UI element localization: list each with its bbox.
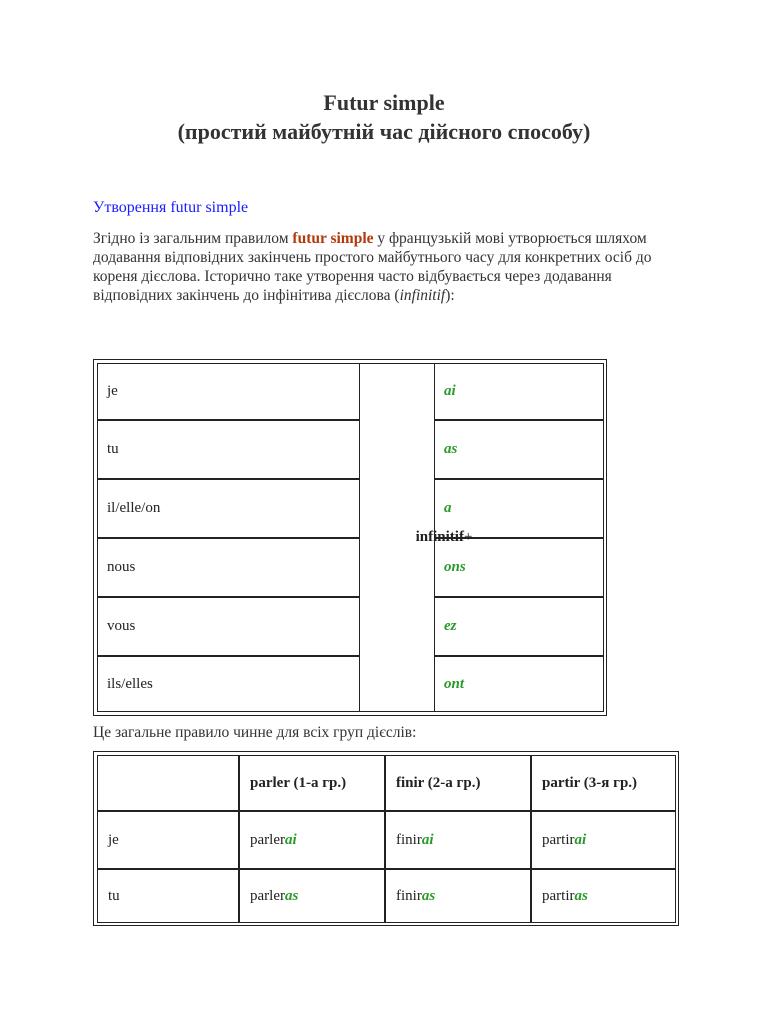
- header-cell: parler (1-а гр.): [239, 755, 385, 811]
- verb-stem: finir: [396, 887, 422, 904]
- section-heading: Утворення futur simple: [93, 199, 249, 216]
- verb-stem: parler: [250, 831, 285, 848]
- verb-stem: parler: [250, 887, 285, 904]
- pronoun-cell: je: [97, 811, 239, 869]
- ending-cell: ai: [434, 363, 604, 420]
- verb-stem: partir: [542, 887, 575, 904]
- ending-cell: a: [434, 479, 604, 538]
- verb-ending: as: [284, 887, 299, 904]
- pronoun-cell: je: [97, 363, 360, 420]
- verb-form-cell: [531, 811, 676, 869]
- verb-ending: ai: [284, 831, 297, 848]
- endings-table: [93, 359, 607, 716]
- verb-form-cell: [385, 869, 531, 923]
- conjugation-table: [93, 751, 679, 926]
- verb-ending: as: [421, 887, 436, 904]
- ending-cell: ez: [434, 597, 604, 656]
- intro-paragraph: [93, 229, 673, 305]
- pronoun-cell: ils/elles: [97, 656, 360, 712]
- paragraph-text-2: у французькій мові утворюється шляхом додавання відповідних закінчень простого майбутнього часу для конкретних осіб до кореня дієслова. Історично таке утворення часто відбувається через додавання відповідних закінчень до інфінітива дієслова (: [93, 230, 652, 304]
- plus-sign: +: [463, 529, 473, 545]
- header-cell: [97, 755, 239, 811]
- ending-cell: ont: [434, 656, 604, 712]
- paragraph-text-1: Згідно із загальним правилом: [93, 230, 293, 247]
- pronoun-cell: il/elle/on: [97, 479, 360, 538]
- header-cell: finir (2-а гр.): [385, 755, 531, 811]
- title-line-2: (простий майбутній час дійсного способу): [177, 119, 591, 144]
- ending-cell: ons: [434, 538, 604, 597]
- verb-form-cell: [239, 869, 385, 923]
- page-title: [0, 88, 768, 146]
- header-cell: partir (3-я гр.): [531, 755, 676, 811]
- title-line-1: Futur simple: [323, 90, 445, 115]
- verb-ending: ai: [574, 831, 587, 848]
- pronoun-cell: vous: [97, 597, 360, 656]
- ending-cell: as: [434, 420, 604, 479]
- highlighted-term: futur simple: [292, 230, 374, 247]
- verb-ending: ai: [421, 831, 434, 848]
- verb-form-cell: [531, 869, 676, 923]
- italic-term: infinitif: [399, 287, 446, 304]
- verb-stem: finir: [396, 831, 422, 848]
- paragraph-text-3: ):: [445, 287, 455, 304]
- verb-form-cell: [385, 811, 531, 869]
- infinitif-label: infinitif: [415, 529, 464, 545]
- verb-form-cell: [239, 811, 385, 869]
- pronoun-cell: tu: [97, 869, 239, 923]
- pronoun-cell: tu: [97, 420, 360, 479]
- verb-ending: as: [574, 887, 588, 904]
- pronoun-cell: nous: [97, 538, 360, 597]
- rule-note: Це загальне правило чинне для всіх груп дієслів:: [93, 724, 417, 741]
- verb-stem: partir: [542, 831, 575, 848]
